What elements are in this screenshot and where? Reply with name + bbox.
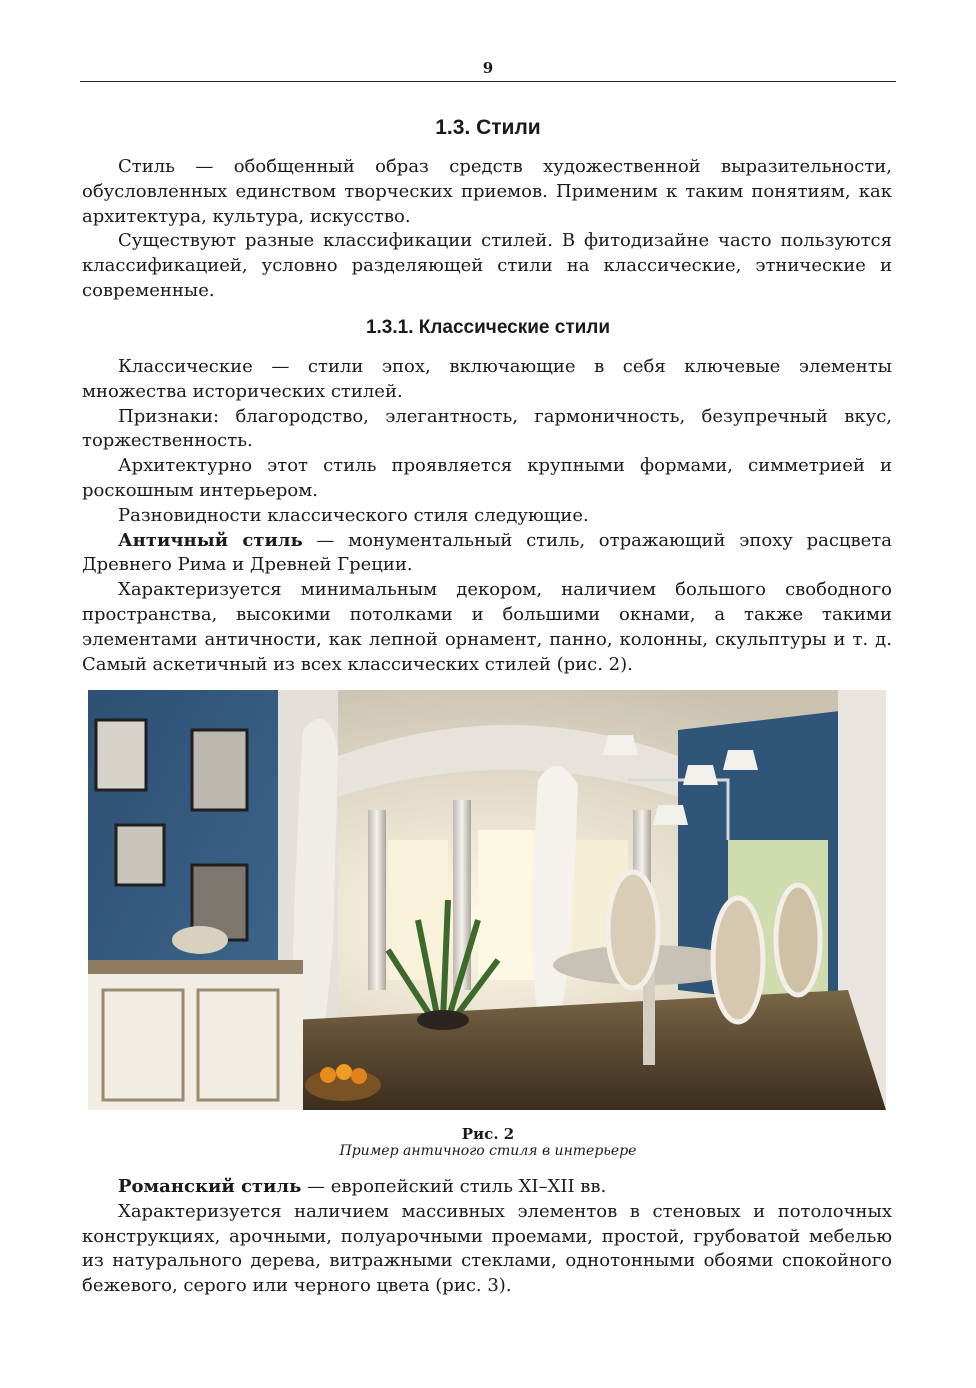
subsection-title: 1.3.1. Классические стили xyxy=(365,317,611,338)
intro-paragraph-classification: Существуют разные классификации стилей. В фитодизайне часто пользуются классификацией, условно разделяющей стили на классические, этнические и современные. xyxy=(82,230,892,301)
section-title: 1.3. Стили xyxy=(435,116,541,139)
classic-paragraph-varieties: Разновидности классического стиля следующие. xyxy=(118,504,589,526)
romanesque-term: Романский стиль xyxy=(118,1176,302,1197)
classic-paragraph-features: Признаки: благородство, элегантность, гармоничность, безупречный вкус, торжественность. xyxy=(82,405,892,452)
classic-paragraph-architecture: Архитектурно этот стиль проявляется крупными формами, симметрией и роскошным интерьером. xyxy=(82,455,892,501)
romanesque-paragraph-description: Характеризуется наличием массивных элементов в стеновых и потолочных конструкциях, арочными, полуарочными проемами, простой, грубоватой мебелью из натурального дерева, витражными стеклами, однотонными обоями спокойного бежевого, серого или черного цвета (рис. 3). xyxy=(82,1200,892,1297)
antique-interior-illustration xyxy=(88,690,886,1110)
antique-paragraph-description: Характеризуется минимальным декором, наличием большого свободного пространства, высокими потолками и большими окнами, а также такими элементами античности, как лепной орнамент, панно, колонны, скульптуры и т. д. Самый аскетичный из всех классических стилей (рис. 2). xyxy=(82,579,892,675)
figure-number: Рис. 2 xyxy=(461,1125,515,1143)
romanesque-definition: — европейский стиль XI–XII вв. xyxy=(301,1176,607,1197)
figure-antique-interior xyxy=(88,690,886,1110)
antique-paragraph-definition xyxy=(82,529,892,579)
romanesque-block xyxy=(82,1175,892,1299)
classic-paragraph-definition: Классические — стили эпох, включающие в себя ключевые элементы множества исторических стилей. xyxy=(82,356,892,402)
antique-definition: — монументальный стиль, отражающий эпоху расцвета Древнего Рима и Древней Греции. xyxy=(82,529,892,576)
antique-term: Античный стиль xyxy=(118,529,303,551)
classic-block xyxy=(82,355,892,677)
header-rule xyxy=(80,81,896,82)
intro-paragraph-definition: Стиль — обобщенный образ средств художественной выразительности, обусловленных единством творческих приемов. Применим к таким понятиям, как архитектура, культура, искусство. xyxy=(82,156,892,227)
figure-caption: Пример античного стиля в интерьере xyxy=(339,1143,637,1159)
intro-block xyxy=(82,155,892,304)
page-number: 9 xyxy=(482,59,494,77)
romanesque-paragraph-definition xyxy=(82,1175,892,1200)
